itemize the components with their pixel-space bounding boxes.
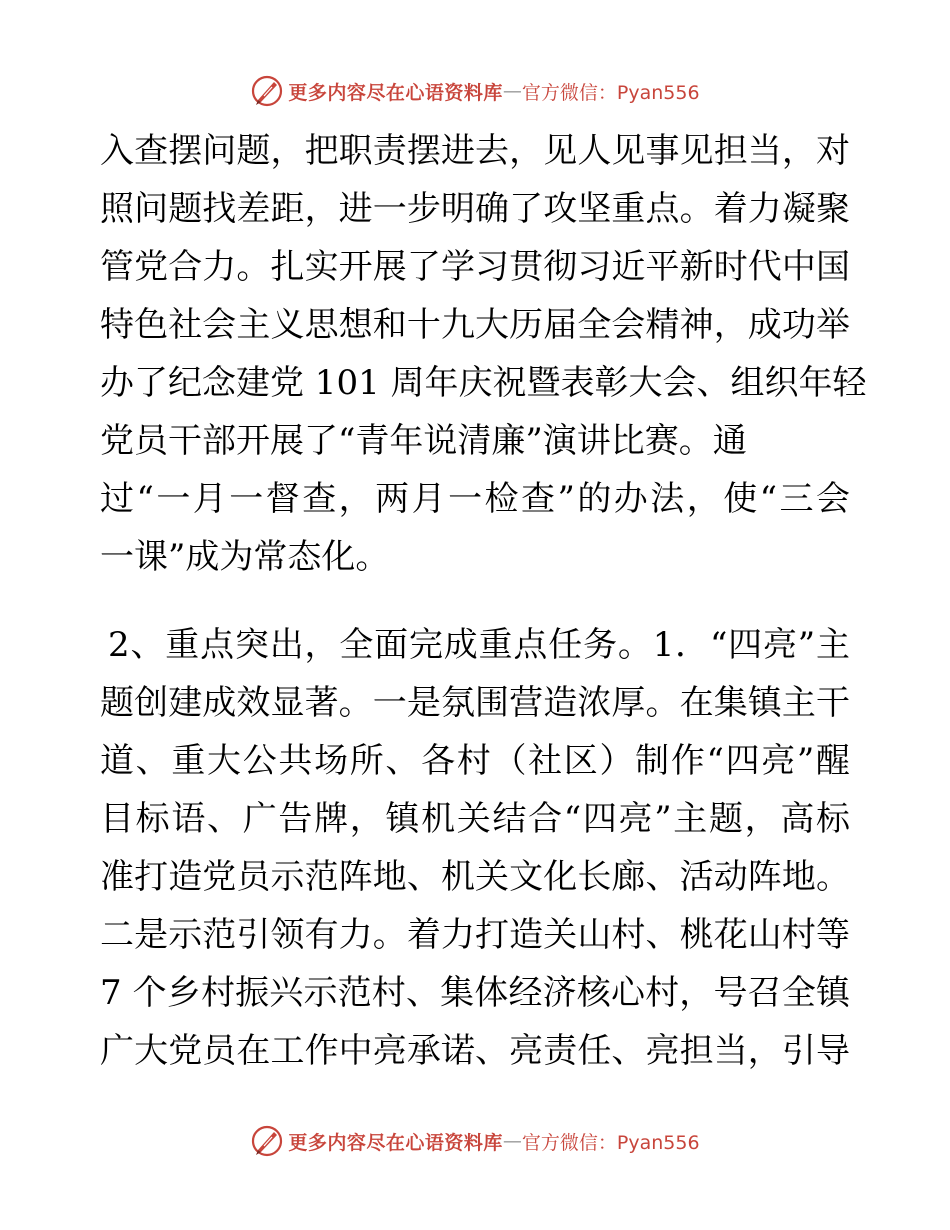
- text-line: 过“一月一督查，两月一检查”的办法，使“三会: [100, 479, 850, 519]
- text-line: 7 个乡村振兴示范村、集体经济核心村，号召全镇: [100, 973, 850, 1013]
- text-line: 广大党员在工作中亮承诺、亮责任、亮担当，引导: [100, 1031, 850, 1071]
- document-body: [100, 122, 867, 1080]
- text-line: 2、重点突出，全面完成重点任务。1．“四亮”主: [108, 625, 850, 665]
- text-line: 特色社会主义思想和十九大历届全会精神，成功举: [100, 305, 850, 345]
- watermark-wechat-text: 官方微信：Pyan556: [521, 1131, 700, 1154]
- watermark-separator: —: [502, 80, 522, 102]
- watermark-separator: —: [502, 1130, 522, 1152]
- text-line: 目标语、广告牌，镇机关结合“四亮”主题，高标: [100, 799, 850, 839]
- text-line: 入查摆问题，把职责摆进去，见人见事见担当，对: [100, 131, 850, 171]
- text-line: 管党合力。扎实开展了学习贯彻习近平新时代中国: [100, 247, 850, 287]
- watermark-brand-text: 更多内容尽在心语资料库: [288, 1131, 503, 1154]
- quill-pen-logo-icon: [250, 1124, 284, 1158]
- text-line: 照问题找差距，进一步明确了攻坚重点。着力凝聚: [100, 189, 850, 229]
- text-line: 道、重大公共场所、各村（社区）制作“四亮”醒: [100, 741, 850, 781]
- watermark-brand-text: 更多内容尽在心语资料库: [288, 81, 503, 104]
- text-line: 题创建成效显著。一是氛围营造浓厚。在集镇主干: [100, 683, 850, 723]
- text-line: 办了纪念建党 101 周年庆祝暨表彰大会、组织年轻: [100, 363, 867, 403]
- paragraph-1: [100, 122, 867, 586]
- quill-pen-logo-icon: [250, 74, 284, 108]
- text-line: 党员干部开展了“青年说清廉”演讲比赛。通: [100, 421, 747, 461]
- footer-watermark: [0, 1121, 950, 1161]
- header-watermark: [0, 71, 950, 111]
- paragraph-2: [100, 616, 850, 1080]
- paragraph-spacer: [100, 586, 850, 616]
- text-line: 准打造党员示范阵地、机关文化长廊、活动阵地。: [100, 857, 850, 897]
- text-line: 一课”成为常态化。: [100, 537, 390, 577]
- text-line: 二是示范引领有力。着力打造关山村、桃花山村等: [100, 915, 850, 955]
- watermark-wechat-text: 官方微信：Pyan556: [521, 81, 700, 104]
